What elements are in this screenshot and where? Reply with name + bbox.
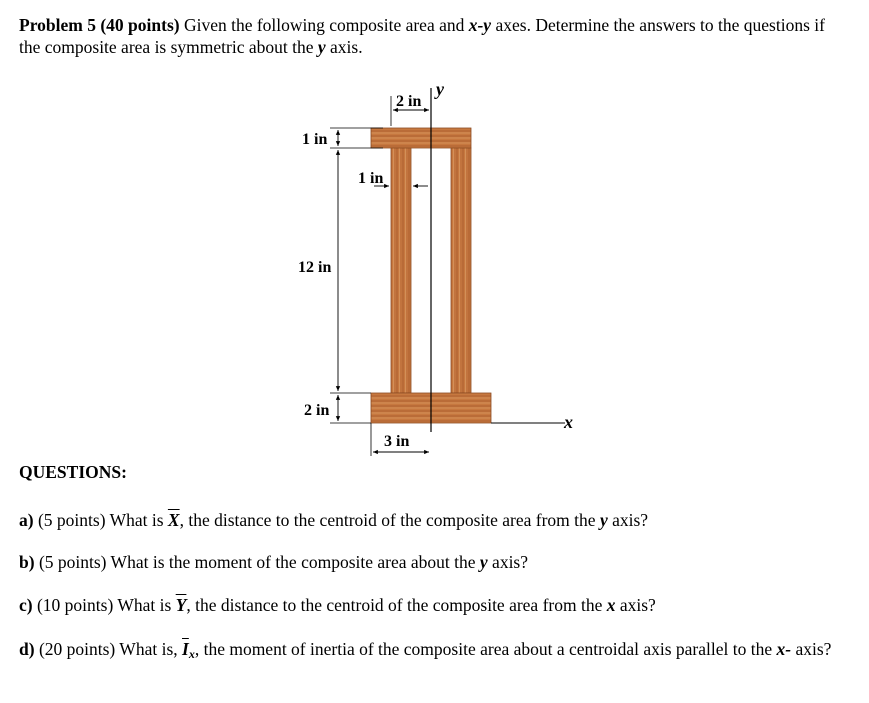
dim-top-width-label: 2 in bbox=[396, 93, 422, 110]
centroid-x-symbol: $\overline{X}$ bbox=[167, 510, 180, 530]
dim-base-thickness-label: 2 in bbox=[304, 402, 330, 419]
right-web bbox=[451, 148, 471, 393]
dim-web-height-label: 12 in bbox=[298, 259, 332, 276]
axis-symbol: x bbox=[606, 595, 616, 615]
dim-base-width-label: 3 in bbox=[384, 433, 410, 450]
problem-text-2: axes. Determine the answers to the questions if the composite area is symmetric about the bbox=[19, 15, 825, 57]
question-label: b) bbox=[19, 552, 35, 572]
problem-text-3: axis. bbox=[325, 37, 363, 57]
question-text: , the moment of inertia of the composite area about a centroidal axis parallel to the bbox=[194, 639, 777, 659]
question-text: axis? bbox=[791, 639, 832, 659]
question-text: (20 points) What is, bbox=[34, 639, 183, 659]
axis-symbol: y bbox=[479, 552, 488, 572]
dim-web-thickness-label: 1 in bbox=[358, 170, 384, 187]
questions-heading: QUESTIONS: bbox=[19, 462, 127, 482]
y-axis-label: y bbox=[436, 79, 444, 99]
question-a bbox=[19, 509, 851, 531]
question-c bbox=[19, 594, 851, 616]
question-text: (5 points) What is the moment of the composite area about the bbox=[34, 552, 480, 572]
question-text: axis? bbox=[607, 510, 649, 530]
question-text: axis? bbox=[615, 595, 656, 615]
question-text: , the distance to the centroid of the composite area from the bbox=[179, 510, 600, 530]
top-flange bbox=[371, 128, 471, 148]
dim-top-thickness-label: 1 in bbox=[302, 131, 328, 148]
moment-of-inertia-symbol: $\overline{I}$ bbox=[182, 639, 189, 659]
question-text: axis? bbox=[487, 552, 529, 572]
question-text: (5 points) What is bbox=[33, 510, 168, 530]
centroid-y-symbol: $\overline{Y}$ bbox=[175, 595, 187, 615]
axis-symbol: y bbox=[599, 510, 608, 530]
x-axis-label: x bbox=[564, 412, 573, 432]
question-text: (10 points) What is bbox=[32, 595, 176, 615]
question-text: , the distance to the centroid of the composite area from the bbox=[186, 595, 607, 615]
problem-label: Problem 5 (40 points) bbox=[19, 15, 180, 35]
subscript-symbol: x bbox=[188, 647, 195, 661]
question-label: c) bbox=[19, 595, 33, 615]
question-d bbox=[19, 638, 851, 660]
axis-symbol: x- bbox=[776, 639, 792, 659]
axis-symbol: y bbox=[317, 37, 326, 57]
question-b bbox=[19, 551, 851, 573]
question-label: a) bbox=[19, 510, 34, 530]
question-label: d) bbox=[19, 639, 35, 659]
problem-text: Given the following composite area and bbox=[179, 15, 469, 35]
axes-symbol: x-y bbox=[468, 15, 492, 35]
left-web bbox=[391, 148, 411, 393]
